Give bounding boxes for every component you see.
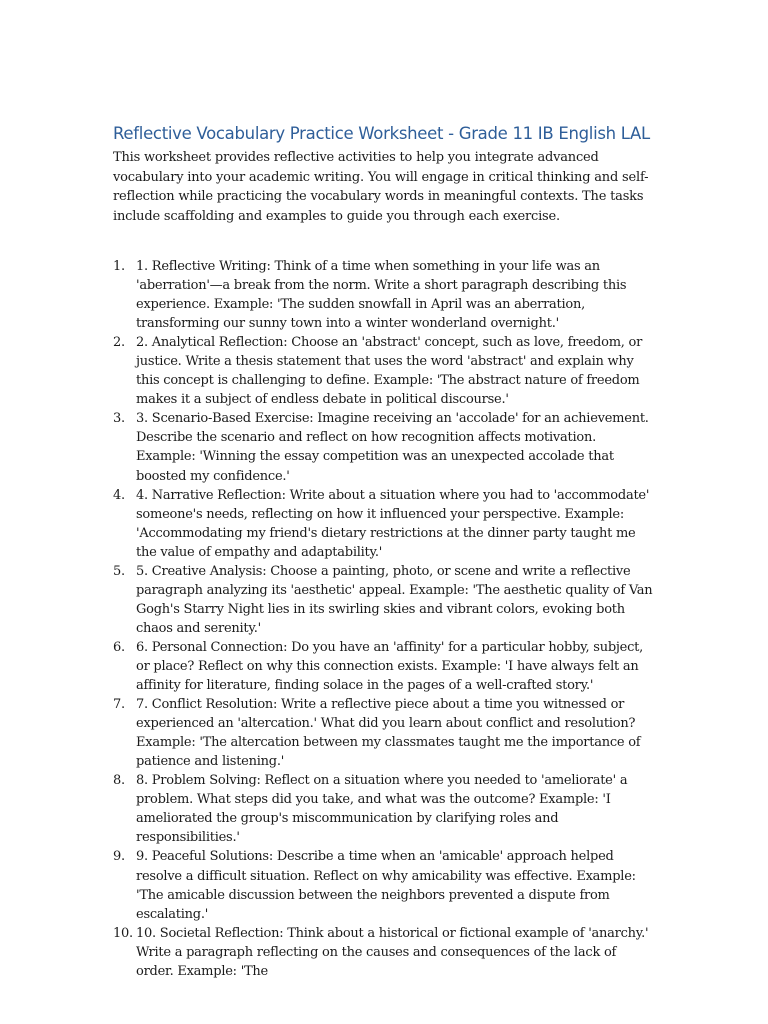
task-item [0,333,657,409]
task-number: 8. [113,773,125,789]
task-item [0,924,657,981]
task-item [0,257,657,333]
task-number: 2. [113,335,125,351]
intro-paragraph: This worksheet provides reflective activities to help you integrate advanced vocabulary into your academic writing. You will engage in critical thinking and self-reflection while practicing the vocabulary words in meaningful contexts. The tasks include scaffolding and examples to guide you through each exercise. [113,150,649,225]
task-text: 5. Creative Analysis: Choose a painting, photo, or scene and write a reflective paragraph analyzing its 'aesthetic' appeal. Example: 'The aesthetic quality of Van Gogh's Starry Night lies in its swirling skies and vibrant colors, evoking both chaos and serenity.' [136,563,653,636]
task-number: 4. [113,487,125,503]
task-text: 7. Conflict Resolution: Write a reflective piece about a time you witnessed or experienced an 'altercation.' What did you learn about conflict and resolution? Example: 'The altercation between my classmates taught me the importance of patience and listening.' [136,697,641,770]
task-item [0,695,657,771]
task-text: 2. Analytical Reflection: Choose an 'abstract' concept, such as love, freedom, or justice. Write a thesis statement that uses the word 'abstract' and explain why this concept is challenging to define. Example: 'The abstract nature of freedom makes it a subject of endless debate in political discourse.' [136,335,643,408]
task-number: 10. [113,925,133,941]
task-list [0,257,768,981]
task-number: 7. [113,697,125,713]
task-text: 3. Scenario-Based Exercise: Imagine receiving an 'accolade' for an achievement. Describe the scenario and reflect on how recognition affects motivation. Example: 'Winning the essay competition was an unexpected accolade that boosted my confidence.' [136,411,649,484]
task-item [0,847,657,923]
task-text: 9. Peaceful Solutions: Describe a time when an 'amicable' approach helped resolve a difficult situation. Reflect on why amicability was effective. Example: 'The amicable discussion between the neighbors prevented a dispute from escalating.' [136,849,636,922]
task-item [0,409,657,485]
task-text: 4. Narrative Reflection: Write about a situation where you had to 'accommodate' someone's needs, reflecting on how it influenced your perspective. Example: 'Accommodating my friend's dietary restrictions at the dinner party taught me the value of empathy and adaptability.' [136,487,650,560]
document-title: Reflective Vocabulary Practice Worksheet - Grade 11 IB English LAL [113,124,650,143]
task-text: 10. Societal Reflection: Think about a historical or fictional example of 'anarchy.' Write a paragraph reflecting on the causes and consequences of the lack of order. Example: 'The [136,925,649,979]
task-item [0,562,657,638]
task-text: 1. Reflective Writing: Think of a time when something in your life was an 'aberration'—a break from the norm. Write a short paragraph describing this experience. Example: 'The sudden snowfall in April was an aberration, transforming our sunny town into a winter wonderland overnight.' [136,259,627,332]
task-number: 9. [113,849,125,865]
task-item [0,638,657,695]
task-number: 3. [113,411,125,427]
task-text: 8. Problem Solving: Reflect on a situation where you needed to 'ameliorate' a problem. What steps did you take, and what was the outcome? Example: 'I ameliorated the group's miscommunication by clarifying roles and responsibilities.' [136,773,628,846]
task-text: 6. Personal Connection: Do you have an 'affinity' for a particular hobby, subject, or place? Reflect on why this connection exists. Example: 'I have always felt an affinity for literature, finding solace in the pages of a well-crafted story.' [136,639,644,694]
task-number: 5. [113,563,125,579]
task-number: 1. [113,259,125,274]
task-item [0,771,657,847]
task-number: 6. [113,639,125,655]
task-item [0,486,657,562]
